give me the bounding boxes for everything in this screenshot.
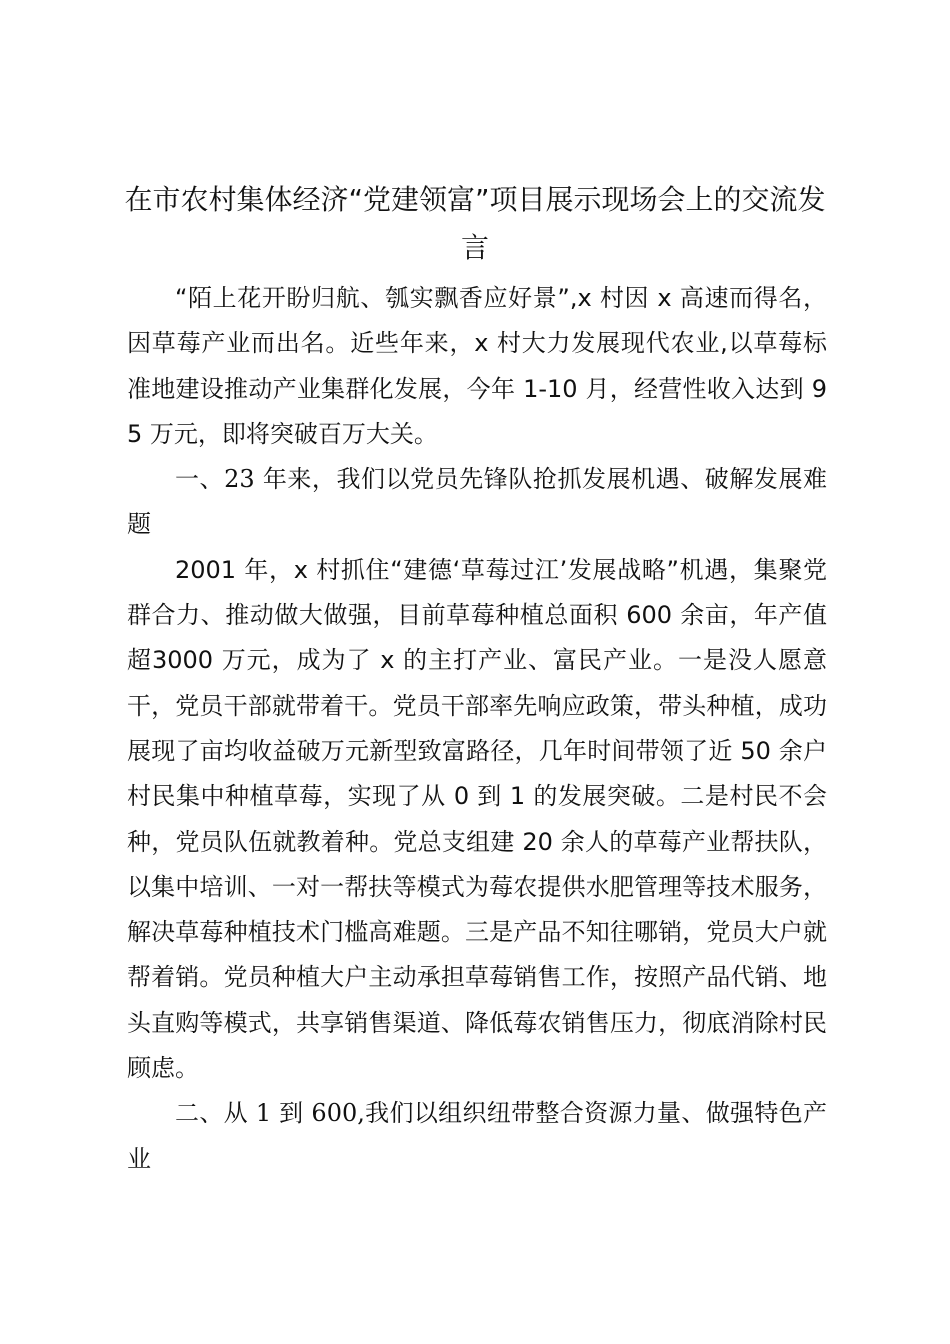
- section-heading-1: 一、23 年来，我们以党员先锋队抢抓发展机遇、破解发展难题: [127, 465, 827, 539]
- document-title: 在市农村集体经济“党建领富”项目展示现场会上的交流发言: [124, 183, 826, 264]
- section-heading-2: 二、从 1 到 600,我们以组织纽带整合资源力量、做强特色产业: [127, 1099, 827, 1173]
- section-1-paragraph: 2001 年，x 村抓住“建德‘草莓过江’发展战略”机遇，集聚党群合力、推动做大做强，目前草莓种植总面积 600 余亩，年产值超3000 万元，成为了 x 的主打产业、富民产业。一是没人愿意干，党员干部就带着干。党员干部率先响应政策，带头种植，成功展现了亩均收益破万元新型致富路径，几年时间带领了近 50 余户村民集中种植草莓，实现了从 0 到 1 的发展突破。二是村民不会种，党员队伍就教着种。党总支组建 20 余人的草莓产业帮扶队，以集中培训、一对一帮扶等模式为莓农提供水肥管理等技术服务，解决草莓种植技术门槛高难题。三是产品不知往哪销，党员大户就帮着销。党员种植大户主动承担草莓销售工作，按照产品代销、地头直购等模式，共享销售渠道、降低莓农销售压力，彻底消除村民顾虑。: [127, 555, 827, 1083]
- intro-paragraph: “陌上花开盼归航、瓠实飘香应好景”,x 村因 x 高速而得名，因草莓产业而出名。近些年来，x 村大力发展现代农业,以草莓标准地建设推动产业集群化发展，今年 1-10 月，经营性收入达到 95 万元，即将突破百万大关。: [127, 284, 827, 448]
- document-body: [127, 276, 827, 1182]
